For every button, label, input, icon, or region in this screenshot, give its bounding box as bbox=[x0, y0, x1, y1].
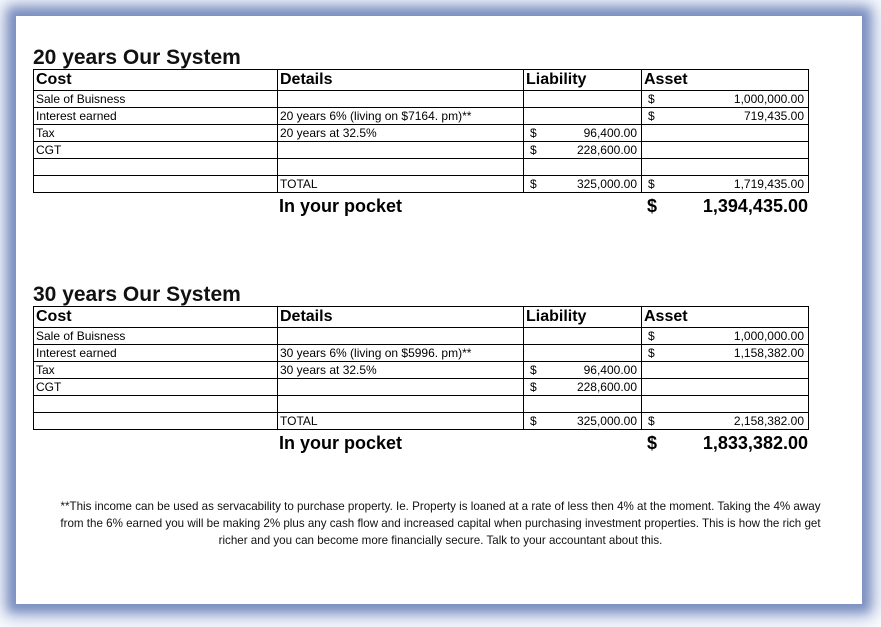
pocket-label: In your pocket bbox=[279, 196, 403, 216]
asset-cell bbox=[642, 125, 809, 142]
column-header: Liability bbox=[524, 307, 642, 328]
asset-cell bbox=[642, 108, 809, 125]
table-header-row bbox=[34, 70, 809, 91]
amount-value: 719,435.00 bbox=[743, 109, 804, 123]
details-cell bbox=[278, 91, 524, 108]
asset-cell bbox=[642, 176, 809, 193]
liability-cell bbox=[524, 345, 642, 362]
asset-cell bbox=[642, 328, 809, 345]
details-cell: 30 years at 32.5% bbox=[278, 362, 524, 379]
cost-cell bbox=[34, 176, 278, 193]
liability-cell bbox=[524, 413, 642, 430]
details-cell: 30 years 6% (living on $5996. pm)** bbox=[278, 345, 524, 362]
cost-cell: Interest earned bbox=[34, 108, 278, 125]
currency-symbol: $ bbox=[530, 143, 537, 157]
table-row bbox=[34, 176, 809, 193]
amount-value: 228,600.00 bbox=[576, 380, 637, 394]
cost-cell bbox=[34, 159, 278, 176]
liability-cell bbox=[524, 108, 642, 125]
details-cell bbox=[278, 396, 524, 413]
details-cell: 20 years 6% (living on $7164. pm)** bbox=[278, 108, 524, 125]
details-cell: TOTAL bbox=[278, 176, 524, 193]
table-row bbox=[34, 396, 809, 413]
liability-cell bbox=[524, 142, 642, 159]
currency-symbol: $ bbox=[530, 414, 537, 428]
table-row bbox=[34, 328, 809, 345]
liability-cell bbox=[524, 379, 642, 396]
cost-cell: Tax bbox=[34, 362, 278, 379]
pocket-currency: $ bbox=[647, 433, 658, 453]
cost-cell: CGT bbox=[34, 142, 278, 159]
table-row bbox=[34, 345, 809, 362]
column-header: Details bbox=[278, 70, 524, 91]
details-cell bbox=[278, 379, 524, 396]
cost-table bbox=[33, 306, 809, 430]
liability-cell bbox=[524, 91, 642, 108]
cost-cell bbox=[34, 413, 278, 430]
asset-cell bbox=[642, 396, 809, 413]
section-title: 20 years Our System bbox=[33, 46, 241, 69]
amount-value: 1,000,000.00 bbox=[733, 92, 804, 106]
amount-value: 1,158,382.00 bbox=[733, 346, 804, 360]
pocket-summary bbox=[33, 193, 828, 219]
currency-symbol: $ bbox=[648, 346, 655, 360]
table-row bbox=[34, 159, 809, 176]
amount-value: 325,000.00 bbox=[576, 177, 637, 191]
amount-value: 228,600.00 bbox=[576, 143, 637, 157]
currency-symbol: $ bbox=[648, 329, 655, 343]
pocket-currency: $ bbox=[647, 196, 658, 216]
pocket-amount: 1,833,382.00 bbox=[702, 433, 808, 453]
asset-cell bbox=[642, 413, 809, 430]
amount-value: 96,400.00 bbox=[583, 363, 637, 377]
table-row bbox=[34, 362, 809, 379]
pocket-summary bbox=[33, 430, 828, 456]
pocket-label: In your pocket bbox=[279, 433, 403, 453]
currency-symbol: $ bbox=[648, 414, 655, 428]
column-header: Cost bbox=[34, 307, 278, 328]
liability-cell bbox=[524, 159, 642, 176]
currency-symbol: $ bbox=[530, 177, 537, 191]
currency-symbol: $ bbox=[648, 92, 655, 106]
column-header: Asset bbox=[642, 70, 809, 91]
currency-symbol: $ bbox=[530, 380, 537, 394]
table-row bbox=[34, 379, 809, 396]
currency-symbol: $ bbox=[648, 177, 655, 191]
cost-cell: Interest earned bbox=[34, 345, 278, 362]
currency-symbol: $ bbox=[530, 363, 537, 377]
section-30-years bbox=[33, 284, 828, 456]
asset-cell bbox=[642, 142, 809, 159]
asset-cell bbox=[642, 379, 809, 396]
cost-cell bbox=[34, 396, 278, 413]
amount-value: 1,719,435.00 bbox=[733, 177, 804, 191]
amount-value: 325,000.00 bbox=[576, 414, 637, 428]
column-header: Details bbox=[278, 307, 524, 328]
table-row bbox=[34, 125, 809, 142]
asset-cell bbox=[642, 362, 809, 379]
details-cell bbox=[278, 328, 524, 345]
asset-cell bbox=[642, 91, 809, 108]
column-header: Cost bbox=[34, 70, 278, 91]
amount-value: 96,400.00 bbox=[583, 126, 637, 140]
amount-value: 2,158,382.00 bbox=[733, 414, 804, 428]
cost-table bbox=[33, 69, 809, 193]
cost-cell: Sale of Buisness bbox=[34, 328, 278, 345]
cost-cell: Tax bbox=[34, 125, 278, 142]
asset-cell bbox=[642, 159, 809, 176]
liability-cell bbox=[524, 125, 642, 142]
details-cell: 20 years at 32.5% bbox=[278, 125, 524, 142]
liability-cell bbox=[524, 362, 642, 379]
details-cell: TOTAL bbox=[278, 413, 524, 430]
section-20-years bbox=[33, 47, 828, 219]
table-row bbox=[34, 142, 809, 159]
pocket-amount: 1,394,435.00 bbox=[702, 196, 808, 216]
table-row bbox=[34, 108, 809, 125]
table-header-row bbox=[34, 307, 809, 328]
table-row bbox=[34, 413, 809, 430]
details-cell bbox=[278, 159, 524, 176]
liability-cell bbox=[524, 328, 642, 345]
amount-value: 1,000,000.00 bbox=[733, 329, 804, 343]
column-header: Liability bbox=[524, 70, 642, 91]
details-cell bbox=[278, 142, 524, 159]
footnote: **This income can be used as servacability to purchase property. Ie. Property is loaned at a rate of less then 4% at the moment. Taking the 4% away from the 6% earned you will be making 2% plus any cash flow and increased capital when purchasing investment properties. This is how the rich get richer and you can become more financially secure. Talk to your accountant about this. bbox=[60, 500, 821, 547]
currency-symbol: $ bbox=[648, 109, 655, 123]
table-row bbox=[34, 91, 809, 108]
currency-symbol: $ bbox=[530, 126, 537, 140]
cost-cell: Sale of Buisness bbox=[34, 91, 278, 108]
liability-cell bbox=[524, 176, 642, 193]
column-header: Asset bbox=[642, 307, 809, 328]
liability-cell bbox=[524, 396, 642, 413]
section-title: 30 years Our System bbox=[33, 283, 241, 306]
asset-cell bbox=[642, 345, 809, 362]
cost-cell: CGT bbox=[34, 379, 278, 396]
